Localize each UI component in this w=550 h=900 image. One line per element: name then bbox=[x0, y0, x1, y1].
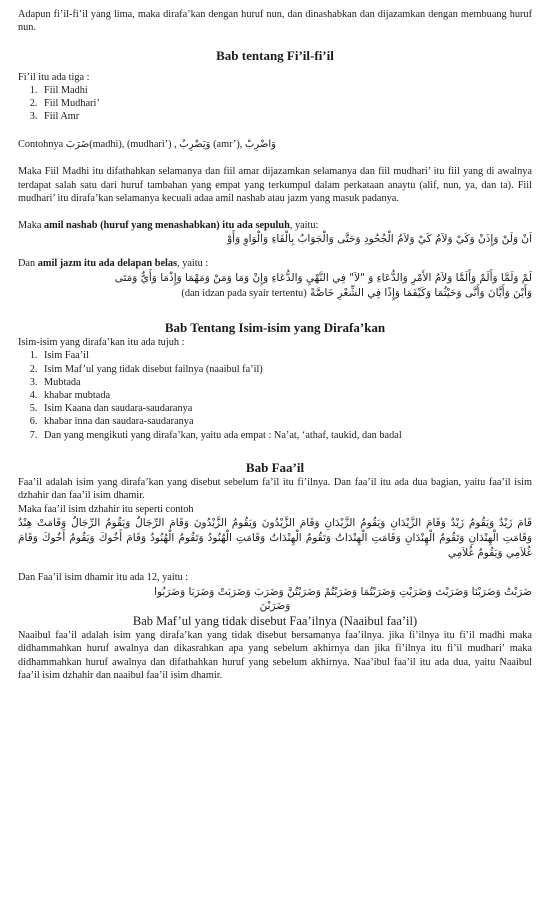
list-item: 3. Mubtada bbox=[40, 376, 532, 389]
faail-dhamir-arabic: ضَرَبْتُ وَضَرَبْنَا وَضَرَبْتَ وَضَرَبْتِ وَضَرَبْتُمَا وَضَرَبْتُمْ وَضَرَبْتُنَّ وَضَرَبَ وَضَرَبَتْ وَضَرَبَا وَضَرَبُوا bbox=[154, 585, 532, 598]
list-item: 5. Isim Kaana dan saudara-saudaranya bbox=[40, 402, 532, 415]
section-heading-faail: Bab Faa’il bbox=[245, 459, 305, 475]
naaibul-paragraph: Naaibul faa’il adalah isim yang dirafa’kan yang tidak disebut bersamanya faa’ilnya. jika fi’ilnya itu fi’il madhi maka didhammahkan huruf awalnya dan dikasrahkan apa yang sebelum akhirnya dan jika fi’ilnya itu fi’il mudhari’ maka didhammahkan huruf awalnya dan difathahkan huruf yang sebelum akhirnya. Naa’ibul faa’il itu ada dua, yaitu Naaibul faa’il isim dzhahir dan naaibul faa’il isim dhamir. bbox=[18, 630, 532, 681]
isim-list bbox=[18, 349, 532, 441]
section-heading-naaibul: Bab Maf’ul yang tidak disebut Faa’ilnya (Naaibul faa’il) bbox=[132, 614, 418, 629]
list-item: 6. khabar inna dan saudara-saudaranya bbox=[40, 415, 532, 428]
fiil-paragraph: Maka Fiil Madhi itu difathahkan selamanya dan fiil amar dijazamkan selamanya dan fiil mudhari’ itu fiil yang di awalnya terdapat salah satu dari huruf tambahan yang empat yang terkumpul dalam perkataan anaytu (alif, nun, ya, dan ta). Fiil mudhari’ itu dirafa’kan selamanya kecuali adaa amil nashab atau jazm yang masuk padanya. bbox=[18, 166, 532, 204]
faail-dzhahir-arabic: قَامَ زَيْدٌ وَيَقُومُ زَيْدٌ وَقَامَ الزَّيْدَانِ وَيَقُومُ الزَّيْدَانِ وَقَامَ الزَّيْدُونَ وَيَقُومُ الزَّيْدُونَ وَقَامَ الرِّجَالُ وَيَقُومُ الرِّجَالُ وَقَامَتْ هِنْدٌ وَقَامَتِ الْهِنْدَانِ وَتَقُومُ الْهِنْدَانِ وَقَامَتِ الْهِنْدَاتُ وَتَقُومُ الْهِنْدَاتُ وَقَامَتِ الْهُنُودُ وَتَقُومُ الْهُنُودُ وَقَامَ أَخُوكَ وَيَقُومُ أَخُوكَ وَقَامَ غُلاَمِي وَيَقُومُ غُلاَمِي bbox=[18, 516, 532, 560]
list-item: 1. Isim Faa’il bbox=[40, 349, 532, 362]
intro-paragraph: Adapun fi’il-fi’il yang lima, maka dirafa’kan dengan huruf nun, dan dinashabkan dan dijazamkan dengan membuang huruf nun. bbox=[18, 9, 532, 34]
nashab-lead: Maka amil nashab (huruf yang menashabkan) itu ada sepuluh, yaitu: bbox=[18, 219, 319, 231]
fiil-example: Contohnya ضَرَبَ(madhi), (mudhari’) , وَيَضْرِبُ (amr’), وَاضْرِبْ bbox=[18, 138, 276, 150]
list-item: 4. khabar mubtada bbox=[40, 389, 532, 402]
fiil-lead: Fi’il itu ada tiga : bbox=[18, 71, 90, 83]
list-item: 3. Fiil Amr bbox=[40, 110, 532, 123]
jazm-arabic-2: وَأَيْنَ وَأَيَّانَ وَأَنَّى وَحَيْثُمَا وَكَيْفَمَا وَإِذًا فِي الشِّعْرِ خَاصَّةً (dan idzan pada syair tertentu) bbox=[181, 286, 532, 299]
jazm-arabic-1: لَمْ وَلَمَّا وَأَلَمْ وَأَلَمَّا وَلاَمُ الأَمْرِ وَالدُّعَاءِ وَ "لاَ" فِي النَّهْيِ وَالدُّعَاءِ وَإِنْ وَمَا وَمَنْ وَمَهْمَا وَإِذْمَا وَأَيٌّ وَمَتَى bbox=[114, 271, 532, 284]
section-heading-fiil: Bab tentang Fi’il-fi’il bbox=[216, 48, 334, 64]
example-mudhari-arabic: وَيَضْرِبُ bbox=[179, 138, 211, 150]
faail-dzhahir-lead: Maka faa’il isim dzhahir itu seperti contoh bbox=[18, 503, 194, 515]
jazm-lead: Dan amil jazm itu ada delapan belas, yaitu : bbox=[18, 258, 209, 270]
list-item: 1. Fiil Madhi bbox=[40, 84, 532, 97]
jazm-note: (dan idzan pada syair tertentu) bbox=[181, 287, 307, 299]
section-heading-isim: Bab Tentang Isim-isim yang Dirafa’kan bbox=[164, 319, 386, 335]
list-item: 7. Dan yang mengikuti yang dirafa’kan, yaitu ada empat : Na’at, ‘athaf, taukid, dan badal bbox=[40, 429, 532, 442]
fiil-list bbox=[18, 84, 532, 124]
example-amr-arabic: وَاضْرِبْ bbox=[244, 138, 276, 150]
isim-lead: Isim-isim yang dirafa’kan itu ada tujuh : bbox=[18, 337, 185, 349]
faail-paragraph: Faa’il adalah isim yang dirafa’kan yang disebut sebelum fa’il itu fi’ilnya. Dan faa’il itu ada dua bagian, yaitu faa’il isim dzhahir dan faa’il isim dhamir. bbox=[18, 477, 532, 502]
nashab-arabic: اَنْ وَلَنْ وَإِذَنْ وَكَيْ وَلاَمُ كَيْ وَلاَمُ الْجُحُودِ وَحَتَّى وَالْجَوَابُ بِالْفَاءِ وَالْوَاوِ وَأَوْ bbox=[227, 233, 532, 246]
example-madhi-arabic: ضَرَبَ bbox=[65, 138, 90, 150]
list-item: 2. Isim Maf’ul yang tidak disebut failnya (naaibul fa’il) bbox=[40, 363, 532, 376]
list-item: 2. Fiil Mudhari’ bbox=[40, 97, 532, 110]
faail-dhamir-lead: Dan Faa’il isim dhamir itu ada 12, yaitu : bbox=[18, 572, 189, 584]
faail-dhamir-arabic-last: وَضَرَبْنَ bbox=[259, 599, 291, 612]
